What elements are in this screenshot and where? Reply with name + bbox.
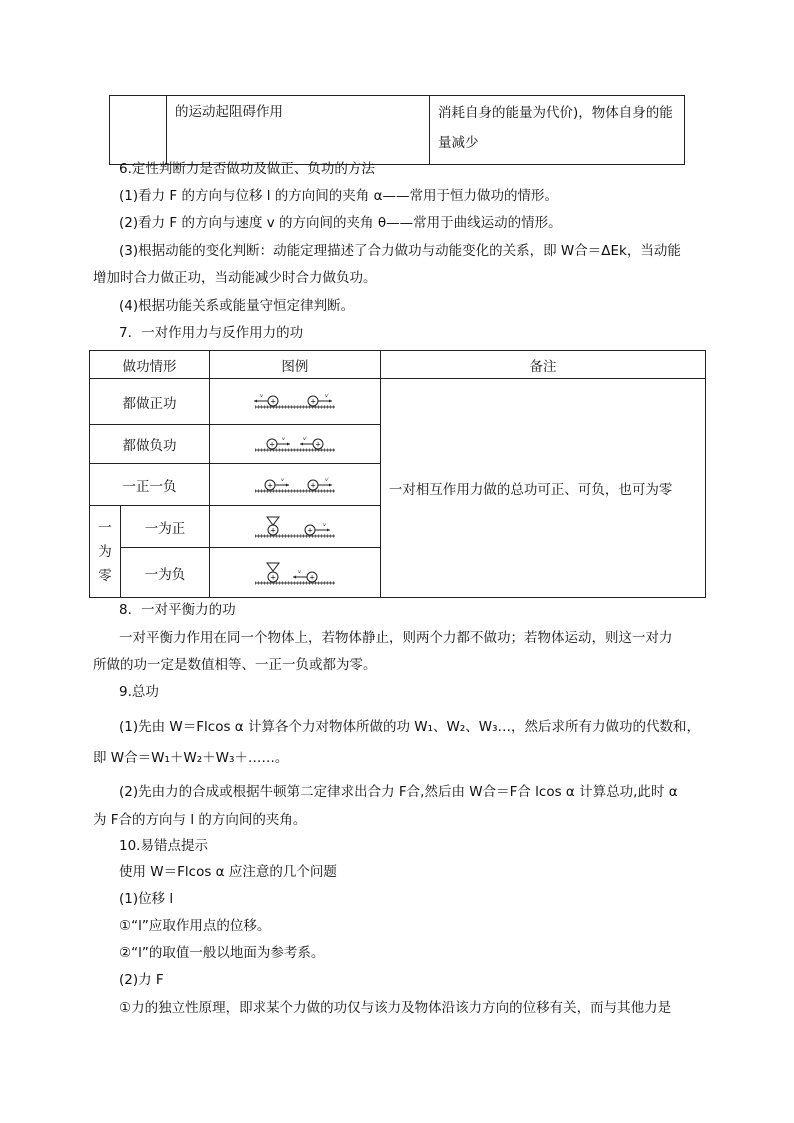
table-cell-mid: 的运动起阻碍作用 <box>167 96 430 165</box>
section-10-p5: (2)力 F <box>119 972 164 988</box>
svg-text:v: v <box>281 436 285 442</box>
section-6-p4: (4)根据功能关系或能量守恒定律判断。 <box>119 298 355 314</box>
remark-cell: 一对相互作用力做的总功可正、可负，也可为零 <box>380 379 705 598</box>
section-8-p1: 一对平衡力作用在同一个物体上，若物体静止，则两个力都不做功；若物体运动，则这一对力 <box>119 630 673 646</box>
section-10-p3: ①“l”应取作用点的位移。 <box>119 918 271 934</box>
section-9-p4: 为 F合的方向与 l 的方向间的夹角。 <box>93 812 307 828</box>
diagram-both-negative <box>209 425 380 464</box>
section-8-p2: 所做的功一定是数值相等、一正一负或都为零。 <box>93 657 377 673</box>
svg-text:v′: v′ <box>302 436 307 442</box>
group-label-one-zero <box>90 506 121 598</box>
svg-text:+: + <box>314 440 321 449</box>
section-6-heading: 6.定性判断力是否做功及做正、负功的方法 <box>119 161 375 177</box>
diagram-one-positive <box>209 506 380 548</box>
diagram-one-pos-one-neg <box>209 464 380 506</box>
col-header-case: 做功情形 <box>90 351 210 379</box>
svg-text:+: + <box>309 481 316 489</box>
section-10-p2: (1)位移 l <box>119 891 174 907</box>
svg-text:+: + <box>269 397 276 405</box>
svg-text:v: v <box>280 476 284 483</box>
diagram-one-negative <box>209 548 380 598</box>
section-8-heading: 8．一对平衡力的功 <box>119 602 236 618</box>
section-10-heading: 10.易错点提示 <box>119 838 208 854</box>
svg-text:+: + <box>268 440 275 449</box>
group-char-3: 零 <box>98 567 112 584</box>
row-label-both-positive: 都做正功 <box>90 379 210 425</box>
svg-text:+: + <box>269 573 276 581</box>
group-char-2: 为 <box>98 543 112 560</box>
continued-table <box>109 95 685 165</box>
col-header-diagram: 图例 <box>209 351 380 379</box>
table-cell-right <box>430 96 685 165</box>
table-cell-right-line1: 消耗自身的能量为代价)，物体自身的能 <box>438 105 673 121</box>
section-6-p1: (1)看力 F 的方向与位移 l 的方向间的夹角 α——常用于恒力做功的情形。 <box>119 188 558 204</box>
table-cell-right-line2: 量减少 <box>438 135 479 151</box>
section-6-p3a: (3)根据动能的变化判断：动能定理描述了合力做功与动能变化的关系，即 W合＝ΔEk，当动能 <box>119 243 681 259</box>
table-cell-empty <box>110 96 167 165</box>
section-10-p6: ①力的独立性原理，即求某个力做的功仅与该力及物体沿该力方向的位移有关，而与其他力是 <box>119 1000 672 1016</box>
row-label-both-negative: 都做负功 <box>90 425 210 464</box>
svg-text:v: v <box>322 521 326 528</box>
svg-text:v′: v′ <box>324 392 329 399</box>
group-char-1: 一 <box>98 519 112 536</box>
svg-text:+: + <box>266 481 273 489</box>
section-7-heading: 7．一对作用力与反作用力的功 <box>119 325 304 341</box>
row-label-one-negative: 一为负 <box>121 548 210 598</box>
section-9-p1: (1)先由 W＝Flcos α 计算各个力对物体所做的功 W₁、W₂、W₃…，然后求所有力做功的代数和， <box>119 719 701 735</box>
col-header-remark: 备注 <box>380 351 705 379</box>
svg-text:+: + <box>309 397 316 405</box>
section-10-p4: ②“l”的取值一般以地面为参考系。 <box>119 945 325 961</box>
section-6-p2: (2)看力 F 的方向与速度 v 的方向间的夹角 θ——常用于曲线运动的情形。 <box>119 215 562 231</box>
section-10-p1: 使用 W＝Flcos α 应注意的几个问题 <box>119 864 337 880</box>
svg-text:+: + <box>308 573 315 581</box>
section-9-heading: 9.总功 <box>119 684 159 700</box>
row-label-one-pos-one-neg: 一正一负 <box>90 464 210 506</box>
section-6-p3b: 增加时合力做正功，当动能减少时合力做负功。 <box>93 270 377 286</box>
row-label-one-positive: 一为正 <box>121 506 210 548</box>
diagram-both-positive <box>209 379 380 425</box>
svg-text:v: v <box>297 568 301 575</box>
svg-text:+: + <box>306 526 313 534</box>
svg-text:v′: v′ <box>324 476 329 483</box>
section-9-p3: (2)先由力的合成或根据牛顿第二定律求出合力 F合,然后由 W合＝F合 lcos α 计算总功,此时 α <box>119 784 678 800</box>
svg-text:v: v <box>259 392 263 399</box>
work-pairs-table <box>89 350 706 598</box>
svg-text:+: + <box>269 526 276 534</box>
section-9-p2: 即 W合＝W₁＋W₂＋W₃＋……。 <box>93 750 289 766</box>
